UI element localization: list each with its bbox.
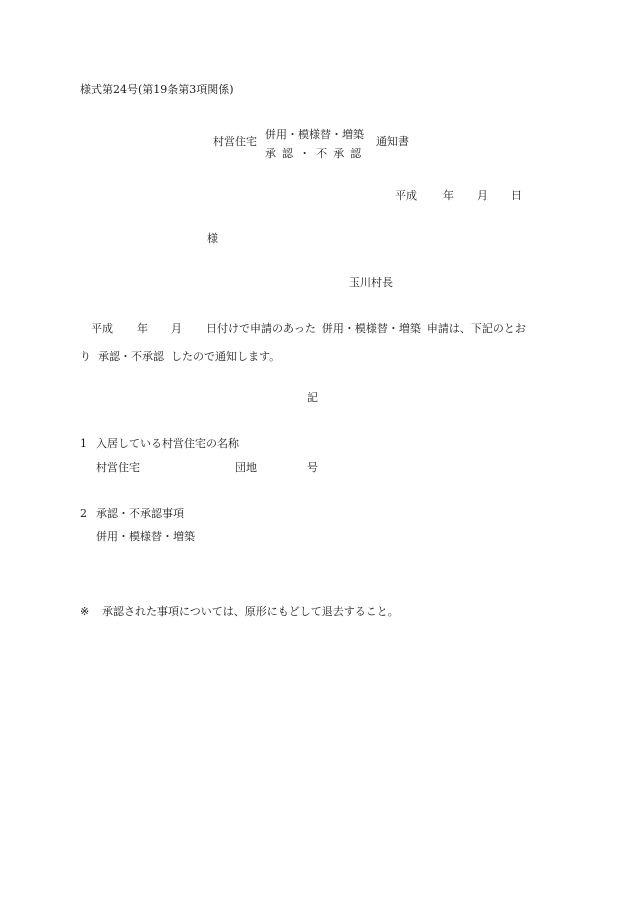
body-text-3: り	[80, 350, 91, 363]
issuer-name: 玉川村長	[349, 276, 393, 289]
body-month: 月	[171, 322, 182, 335]
date-day: 日	[511, 189, 522, 202]
item-2-number: 2	[80, 507, 87, 520]
item-2-value: 併用・模様替・増築	[96, 530, 195, 543]
addressee-suffix: 様	[207, 232, 218, 245]
body-text-4: したので通知します。	[171, 350, 281, 363]
body-options-1: 併用・模様替・増築	[321, 322, 421, 335]
item-1-unit: 号	[307, 461, 318, 474]
form-number: 様式第24号(第19条第3項関係)	[80, 83, 234, 96]
date-year: 年	[443, 189, 454, 202]
item-1-number: 1	[80, 437, 87, 450]
item-1-label: 入居している村営住宅の名称	[96, 437, 239, 450]
title-option-approval: 承認・不承認	[265, 147, 368, 160]
body-year: 年	[137, 322, 148, 335]
date-month: 月	[477, 189, 488, 202]
note-text: 承認された事項については、原形にもどして退去すること。	[102, 605, 399, 618]
ki-heading: 記	[307, 391, 318, 404]
title-option-extension: 併用・模様替・増築	[265, 128, 364, 141]
note-mark: ※	[80, 605, 90, 618]
body-era: 平成	[91, 322, 113, 335]
body-text-1: 日付けで申請のあった	[206, 322, 316, 335]
body-text-2: 申請は、下記のとお	[426, 322, 526, 335]
title-suffix: 通知書	[376, 135, 409, 148]
body-paragraph	[80, 315, 560, 371]
title-prefix: 村営住宅	[213, 135, 257, 148]
item-1-housing: 村営住宅	[96, 461, 140, 474]
date-era: 平成	[395, 189, 417, 202]
title-options	[265, 126, 367, 164]
item-2-label: 承認・不承認事項	[96, 507, 184, 520]
body-options-2: 承認・不承認	[98, 350, 164, 363]
item-1-complex: 団地	[235, 461, 257, 474]
